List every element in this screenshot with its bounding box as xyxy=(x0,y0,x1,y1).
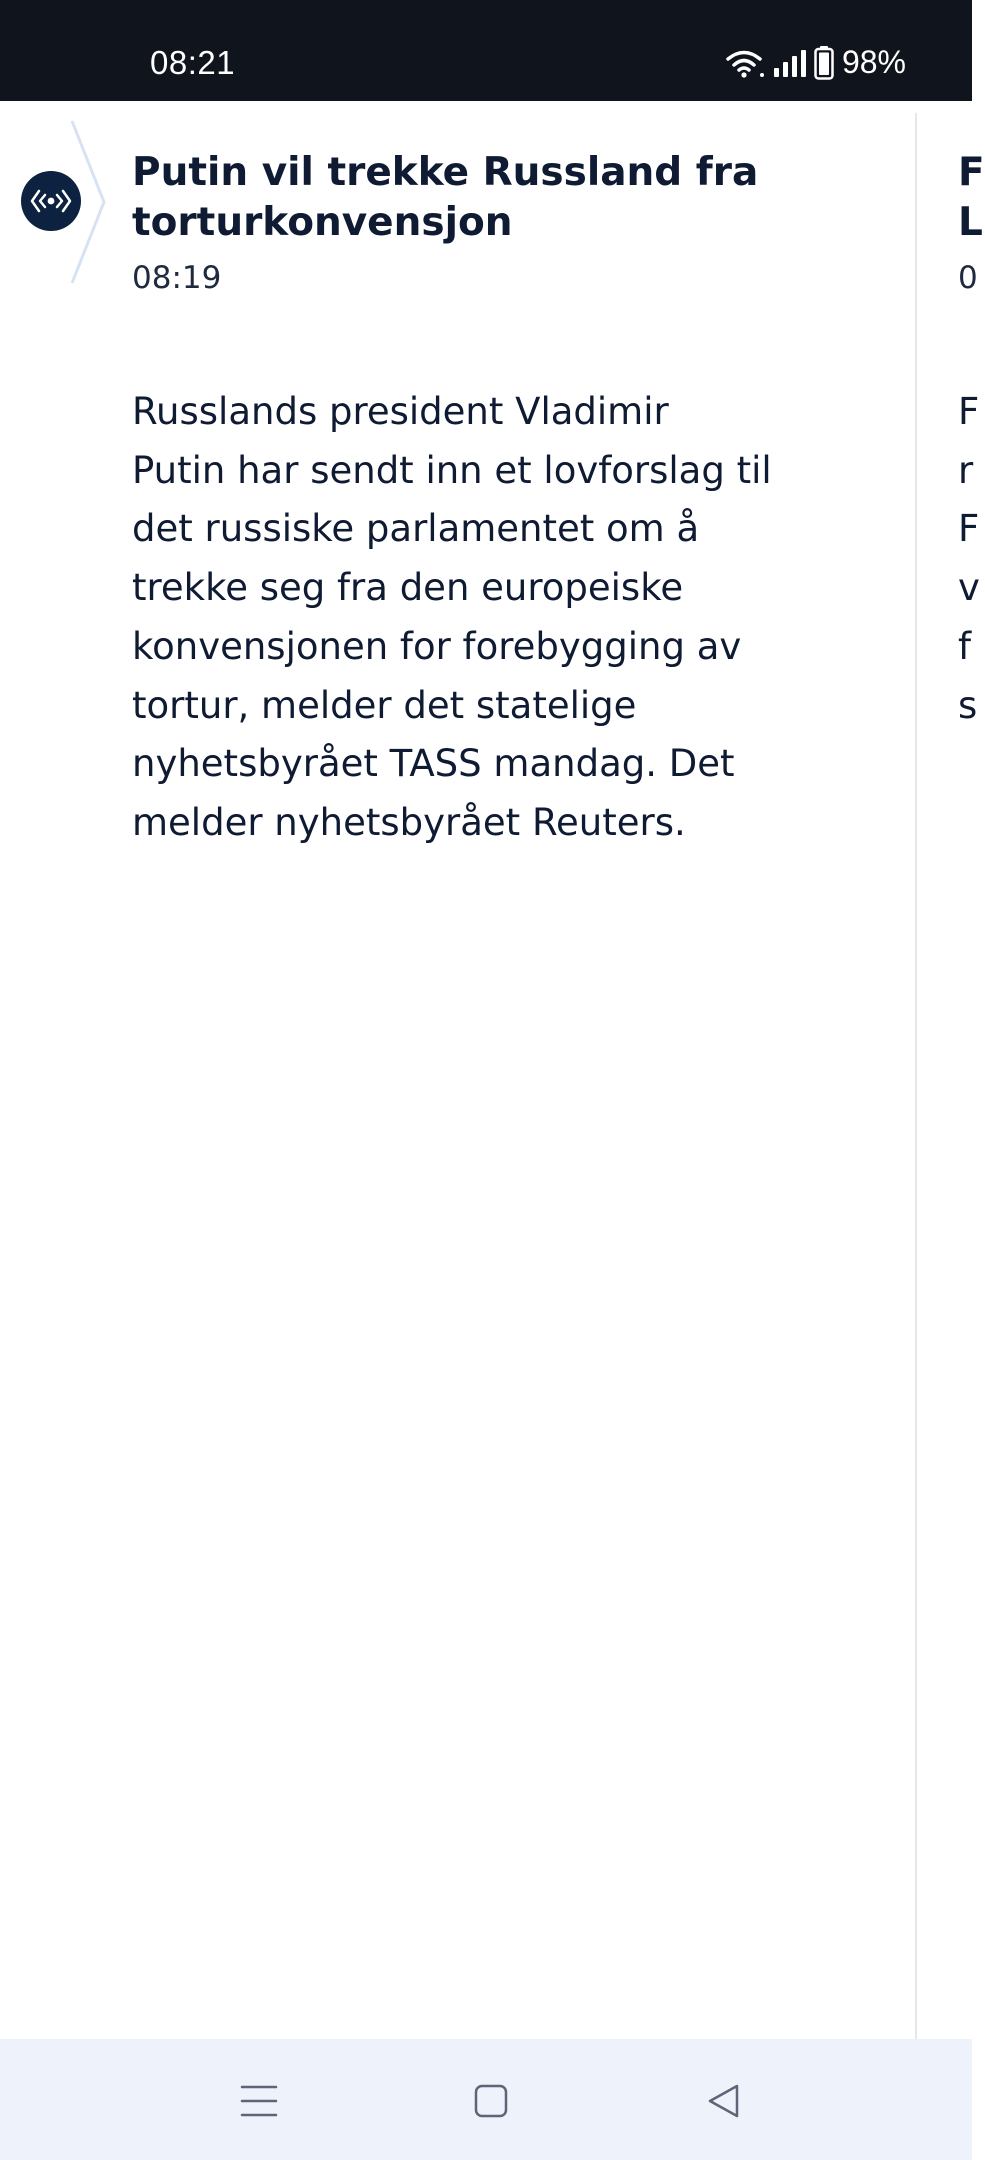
recent-apps-icon xyxy=(240,2083,278,2119)
next-article-peek[interactable] xyxy=(958,148,985,735)
next-article-body-line: s xyxy=(958,683,978,727)
home-button[interactable] xyxy=(451,2061,531,2141)
next-article-body-fragment xyxy=(958,383,980,735)
battery-icon xyxy=(814,46,834,80)
status-time: 08:21 xyxy=(150,44,236,81)
back-icon xyxy=(706,2083,742,2119)
next-article-title-line: L xyxy=(958,200,983,245)
status-bar xyxy=(0,0,972,101)
live-feed[interactable] xyxy=(0,101,985,2039)
next-article-body-line: F xyxy=(958,390,980,433)
back-button[interactable] xyxy=(684,2061,764,2141)
wifi-icon xyxy=(726,48,766,78)
recent-apps-button[interactable] xyxy=(219,2061,299,2141)
status-icons xyxy=(726,44,906,81)
next-article-time-fragment: 0 xyxy=(958,260,978,296)
next-article-body-line: r xyxy=(958,448,974,492)
battery-percent: 98% xyxy=(841,44,906,80)
article-body: Russlands president Vladimir Putin har sendt inn et lovforslag til det russiske parlamentet om å trekke seg fra den europeiske konvensjonen for forebygging av tortur, melder det statelige nyhetsbyrået TASS mandag. Det melder nyhetsbyrået Reuters. xyxy=(132,390,772,844)
article-card[interactable] xyxy=(132,148,772,890)
article-title: Putin vil trekke Russland fra torturkonvensjon xyxy=(132,150,759,245)
signal-icon xyxy=(772,48,808,78)
next-article-body-line: F xyxy=(958,507,980,551)
next-article-body-line: f xyxy=(958,624,972,668)
next-article-title-fragment xyxy=(958,148,985,248)
live-broadcast-icon xyxy=(21,171,81,231)
home-icon xyxy=(473,2083,509,2119)
system-nav-bar xyxy=(0,2039,972,2160)
next-article-body-line: v xyxy=(958,566,980,610)
card-divider xyxy=(915,113,917,2039)
article-time: 08:19 xyxy=(132,260,222,296)
next-article-title-line: F xyxy=(958,150,985,195)
